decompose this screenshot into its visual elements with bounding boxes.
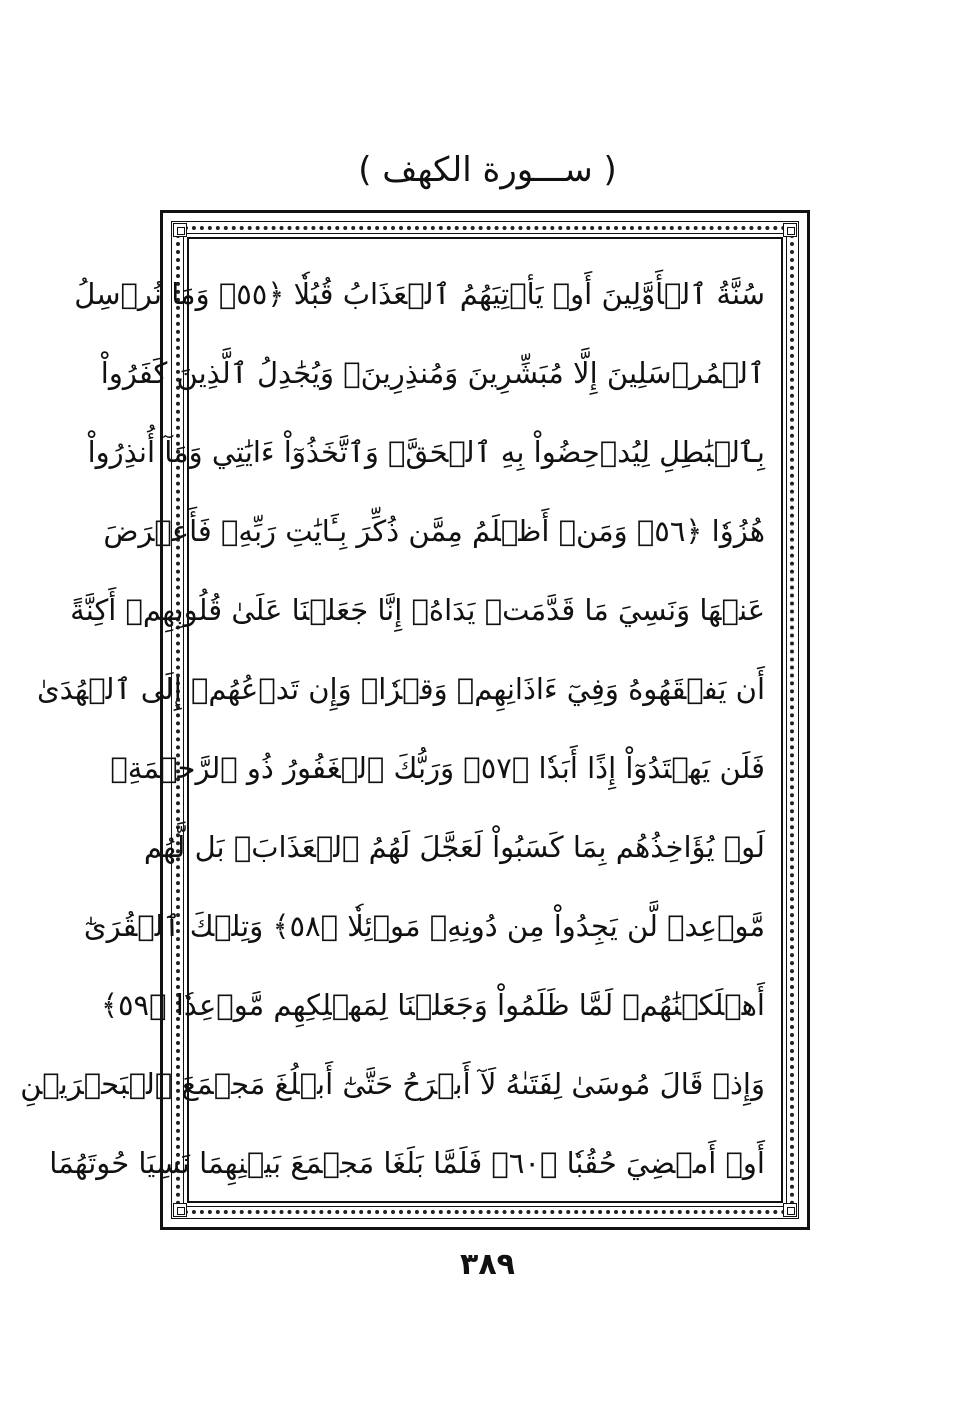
text-line: وَإِذۡ قَالَ مُوسَىٰ لِفَتَىٰهُ لَآ أَبۡرَحُ حَتَّىٰٓ أَبۡلُغَ مَجۡمَعَ ٱلۡبَحۡرَيۡنِ	[20, 1067, 765, 1101]
text-line: فَلَن يَهۡتَدُوٓاْ إِذًا أَبَدٗا ﴿٥٧﴾ وَرَبُّكَ ٱلۡغَفُورُ ذُو ٱلرَّحۡمَةِۖ	[110, 751, 765, 785]
corner-ornament	[173, 223, 187, 237]
text-line: سُنَّةُ ٱلۡأَوَّلِينَ أَوۡ يَأۡتِيَهُمُ ٱلۡعَذَابُ قُبُلٗا ﴿٥٥﴾ وَمَا نُرۡسِلُ	[74, 277, 765, 311]
page-number: ٣٨٩	[460, 1247, 515, 1282]
text-line: أَن يَفۡقَهُوهُ وَفِيٓ ءَاذَانِهِمۡ وَقۡرٗاۖ وَإِن تَدۡعُهُمۡ إِلَى ٱلۡهُدَىٰ	[36, 672, 765, 706]
corner-ornament	[173, 1203, 187, 1217]
text-line: أَوۡ أَمۡضِيَ حُقُبٗا ﴿٦٠﴾ فَلَمَّا بَلَغَا مَجۡمَعَ بَيۡنِهِمَا نَسِيَا حُوتَهُمَا	[49, 1146, 765, 1180]
verse-text-block	[20, 255, 765, 1203]
text-line: هُزُوٗا ﴿٥٦﴾ وَمَنۡ أَظۡلَمُ مِمَّن ذُكِّرَ بِـَٔايَٰتِ رَبِّهِۦ فَأَعۡرَضَ	[103, 514, 765, 548]
surah-title: ( ســـورة الكهف )	[358, 150, 617, 190]
text-line: بِٱلۡبَٰطِلِ لِيُدۡحِضُواْ بِهِ ٱلۡحَقَّۖ وَٱتَّخَذُوٓاْ ءَايَٰتِي وَمَآ أُنذِرُواْ	[87, 435, 765, 469]
text-line: مَّوۡعِدٞ لَّن يَجِدُواْ مِن دُونِهِۦ مَوۡئِلٗا ﴿٥٨﴾ وَتِلۡكَ ٱلۡقُرَىٰٓ	[83, 909, 765, 943]
corner-ornament	[783, 1203, 797, 1217]
text-line: لَوۡ يُؤَاخِذُهُم بِمَا كَسَبُواْ لَعَجَّلَ لَهُمُ ٱلۡعَذَابَۚ بَل لَّهُم	[143, 830, 765, 864]
text-line: عَنۡهَا وَنَسِيَ مَا قَدَّمَتۡ يَدَاهُۚ إِنَّا جَعَلۡنَا عَلَىٰ قُلُوبِهِمۡ أَكِنَّةً	[70, 593, 765, 627]
text-line: أَهۡلَكۡنَٰهُمۡ لَمَّا ظَلَمُواْ وَجَعَلۡنَا لِمَهۡلِكِهِم مَّوۡعِدٗا ﴿٥٩﴾	[100, 988, 765, 1022]
text-line: ٱلۡمُرۡسَلِينَ إِلَّا مُبَشِّرِينَ وَمُنذِرِينَۚ وَيُجَٰدِلُ ٱلَّذِينَ كَفَرُواْ	[100, 356, 765, 390]
corner-ornament	[783, 223, 797, 237]
